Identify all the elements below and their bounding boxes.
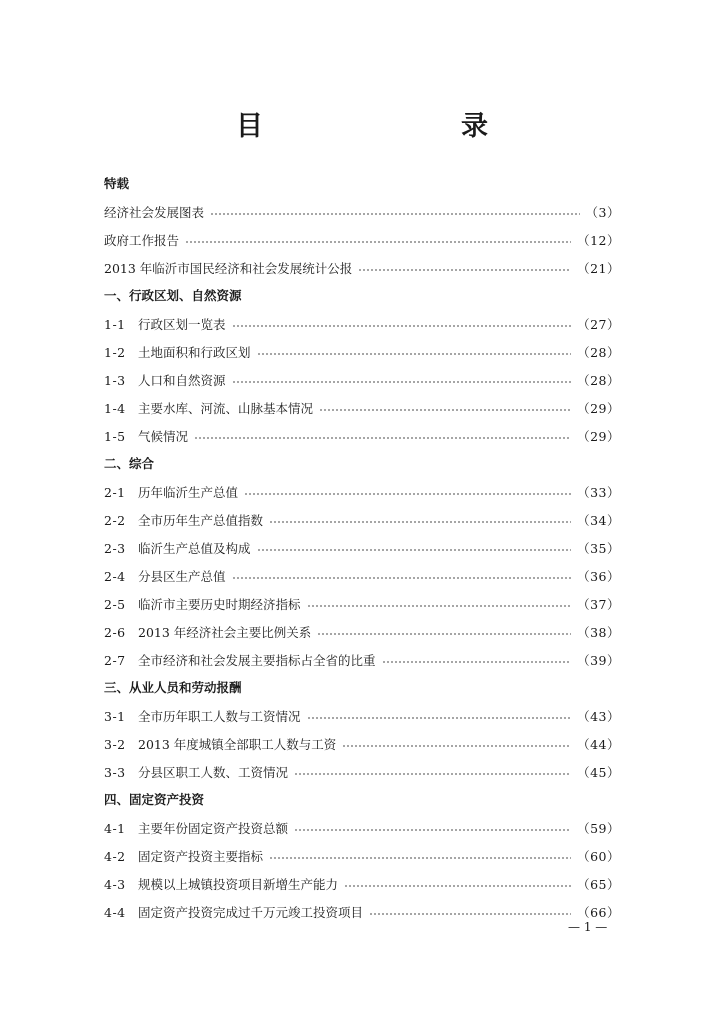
- dot-leader: [317, 632, 571, 636]
- toc-entry[interactable]: [104, 478, 620, 506]
- entry-title: 全市经济和社会发展主要指标占全省的比重: [138, 653, 376, 668]
- entry-page-number: （59）: [577, 821, 620, 836]
- entry-page-number: （34）: [577, 513, 620, 528]
- entry-number: 4-2: [104, 848, 126, 864]
- dot-leader: [185, 240, 571, 244]
- entry-number: 1-3: [104, 372, 126, 388]
- entry-number: 3-1: [104, 708, 126, 724]
- toc-entry[interactable]: [104, 758, 620, 786]
- dot-leader: [294, 772, 571, 776]
- toc-entry[interactable]: [104, 394, 620, 422]
- page-number: — 1 —: [568, 920, 608, 934]
- toc-entry[interactable]: [104, 198, 620, 226]
- page-title: 目 录: [236, 111, 536, 142]
- section-heading: 一、行政区划、自然资源: [104, 288, 242, 303]
- entry-number: 1-1: [104, 316, 126, 332]
- entry-page-number: （60）: [577, 849, 620, 864]
- dot-leader: [244, 492, 571, 496]
- dot-leader: [319, 408, 571, 412]
- entry-page-number: （28）: [577, 345, 620, 360]
- toc-entry[interactable]: [104, 422, 620, 450]
- entry-page-number: （38）: [577, 625, 620, 640]
- entry-title: 行政区划一览表: [138, 317, 226, 332]
- dot-leader: [344, 884, 571, 888]
- entry-page-number: （37）: [577, 597, 620, 612]
- entry-page-number: （29）: [577, 429, 620, 444]
- entry-title: 2013 年临沂市国民经济和社会发展统计公报: [104, 261, 353, 276]
- dot-leader: [269, 520, 571, 524]
- entry-number: 3-3: [104, 764, 126, 780]
- toc-entry[interactable]: [104, 898, 620, 926]
- dot-leader: [257, 352, 572, 356]
- entry-page-number: （66）: [577, 905, 620, 920]
- entry-number: 2-6: [104, 624, 126, 640]
- toc-entry[interactable]: [104, 590, 620, 618]
- toc-entry[interactable]: [104, 618, 620, 646]
- dot-leader: [232, 576, 572, 580]
- entry-page-number: （21）: [577, 261, 620, 276]
- dot-leader: [358, 268, 571, 272]
- section-heading: 特载: [104, 176, 130, 191]
- table-of-contents: [104, 170, 620, 926]
- dot-leader: [307, 716, 572, 720]
- entry-number: 2-3: [104, 540, 126, 556]
- entry-title: 2013 年度城镇全部职工人数与工资: [138, 737, 337, 752]
- toc-entry[interactable]: [104, 730, 620, 758]
- entry-number: 4-3: [104, 876, 126, 892]
- entry-page-number: （29）: [577, 401, 620, 416]
- entry-page-number: （28）: [577, 373, 620, 388]
- entry-page-number: （44）: [577, 737, 620, 752]
- toc-entry[interactable]: [104, 310, 620, 338]
- entry-number: 4-4: [104, 904, 126, 920]
- entry-title: 临沂市主要历史时期经济指标: [138, 597, 301, 612]
- dot-leader: [232, 380, 572, 384]
- dot-leader: [257, 548, 572, 552]
- dot-leader: [382, 660, 572, 664]
- entry-title: 人口和自然资源: [138, 373, 226, 388]
- dot-leader: [210, 212, 580, 216]
- toc-entry[interactable]: [104, 226, 620, 254]
- toc-entry[interactable]: [104, 562, 620, 590]
- toc-entry[interactable]: [104, 646, 620, 674]
- dot-leader: [232, 324, 572, 328]
- entry-page-number: （39）: [577, 653, 620, 668]
- entry-title: 固定资产投资完成过千万元竣工投资项目: [138, 905, 364, 920]
- entry-number: 1-5: [104, 428, 126, 444]
- entry-page-number: （27）: [577, 317, 620, 332]
- entry-page-number: （12）: [577, 233, 620, 248]
- entry-number: 2-7: [104, 652, 126, 668]
- entry-title: 分县区生产总值: [138, 569, 226, 584]
- entry-number: 1-4: [104, 400, 126, 416]
- entry-title: 临沂生产总值及构成: [138, 541, 251, 556]
- toc-entry[interactable]: [104, 366, 620, 394]
- section-heading: 四、固定资产投资: [104, 792, 205, 807]
- toc-entry[interactable]: [104, 702, 620, 730]
- dot-leader: [294, 828, 571, 832]
- entry-title: 历年临沂生产总值: [138, 485, 239, 500]
- entry-number: 2-1: [104, 484, 126, 500]
- entry-number: 3-2: [104, 736, 126, 752]
- toc-entry[interactable]: [104, 506, 620, 534]
- entry-number: 2-4: [104, 568, 126, 584]
- entry-number: 2-2: [104, 512, 126, 528]
- section-heading: 二、综合: [104, 456, 155, 471]
- toc-entry[interactable]: [104, 870, 620, 898]
- entry-title: 政府工作报告: [104, 233, 180, 248]
- entry-title: 规模以上城镇投资项目新增生产能力: [138, 877, 339, 892]
- entry-title: 全市历年职工人数与工资情况: [138, 709, 301, 724]
- entry-number: 1-2: [104, 344, 126, 360]
- entry-title: 2013 年经济社会主要比例关系: [138, 625, 312, 640]
- entry-title: 土地面积和行政区划: [138, 345, 251, 360]
- entry-title: 固定资产投资主要指标: [138, 849, 264, 864]
- entry-page-number: （36）: [577, 569, 620, 584]
- dot-leader: [269, 856, 571, 860]
- dot-leader: [194, 436, 571, 440]
- toc-entry[interactable]: [104, 534, 620, 562]
- toc-entry[interactable]: [104, 254, 620, 282]
- toc-entry[interactable]: [104, 814, 620, 842]
- dot-leader: [369, 912, 571, 916]
- entry-title: 主要年份固定资产投资总额: [138, 821, 289, 836]
- entry-page-number: （35）: [577, 541, 620, 556]
- entry-page-number: （43）: [577, 709, 620, 724]
- entry-number: 4-1: [104, 820, 126, 836]
- entry-page-number: （65）: [577, 877, 620, 892]
- section-heading: 三、从业人员和劳动报酬: [104, 680, 242, 695]
- entry-number: 2-5: [104, 596, 126, 612]
- entry-page-number: （45）: [577, 765, 620, 780]
- entry-page-number: （33）: [577, 485, 620, 500]
- entry-title: 分县区职工人数、工资情况: [138, 765, 289, 780]
- entry-page-number: （3）: [585, 205, 620, 220]
- entry-title: 全市历年生产总值指数: [138, 513, 264, 528]
- dot-leader: [342, 744, 571, 748]
- toc-entry[interactable]: [104, 338, 620, 366]
- entry-title: 主要水库、河流、山脉基本情况: [138, 401, 314, 416]
- entry-title: 气候情况: [138, 429, 189, 444]
- toc-entry[interactable]: [104, 842, 620, 870]
- entry-title: 经济社会发展图表: [104, 205, 205, 220]
- dot-leader: [307, 604, 572, 608]
